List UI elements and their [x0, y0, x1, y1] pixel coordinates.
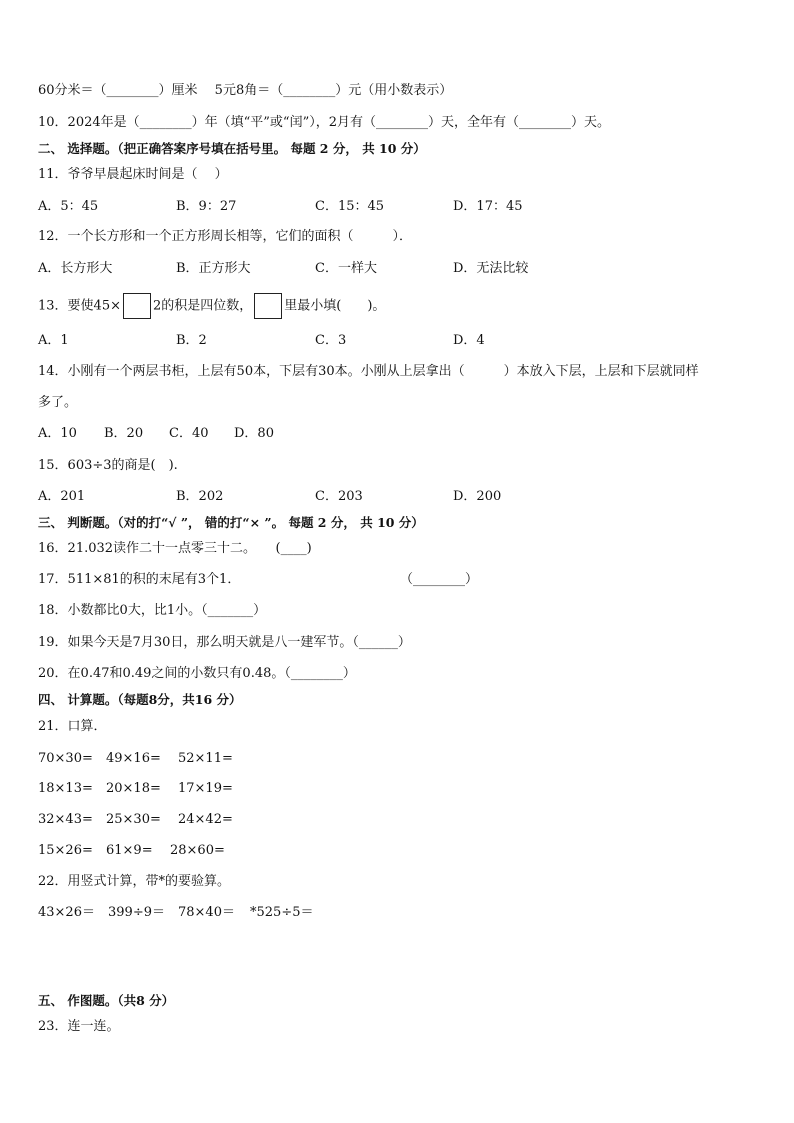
q14-option-b: B．20 [104, 426, 144, 441]
section-3-heading: 三、 判断题。（对的打“√ ”， 错的打“× ”。 每题 2 分， 共 10 分） [38, 515, 424, 530]
q13-option-a: A．1 [38, 333, 69, 348]
q11-option-c: C．15：45 [315, 199, 385, 214]
q17-answer-blank: （________） [400, 572, 479, 587]
oral-item: 17×19= [178, 781, 233, 796]
q13-stem-part-3: 里最小填( )。 [284, 298, 386, 314]
q12-stem: 12．一个长方形和一个正方形周长相等，它们的面积（ ）． [38, 229, 413, 244]
q14-option-d: D．80 [234, 426, 274, 441]
section-4-heading: 四、 计算题。（每题8分，共16 分） [38, 692, 242, 707]
oral-item: 24×42= [178, 812, 233, 827]
q11-option-d: D．17：45 [453, 199, 523, 214]
oral-item: 61×9= [106, 843, 153, 858]
q11-option-b: B．9：27 [176, 199, 237, 214]
oral-item: 70×30= [38, 751, 93, 766]
q11-stem: 11．爷爷早晨起床时间是（ ） [38, 167, 228, 182]
q14-option-c: C．40 [169, 426, 209, 441]
q12-option-a: A．长方形大 [38, 261, 113, 276]
oral-item: 18×13= [38, 781, 93, 796]
q22-stem: 22．用竖式计算，带*的要验算。 [38, 874, 231, 889]
q12-option-b: B．正方形大 [176, 261, 251, 276]
q12-option-d: D．无法比较 [453, 261, 529, 276]
oral-item: 49×16= [106, 751, 161, 766]
q14-option-a: A．10 [38, 426, 77, 441]
oral-item: 28×60= [170, 843, 225, 858]
oral-item: 25×30= [106, 812, 161, 827]
q15-stem: 15．603÷3的商是( ). [38, 458, 178, 473]
q17-line: 17．511×81的积的末尾有3个1． [38, 572, 241, 587]
q23-stem: 23．连一连。 [38, 1019, 120, 1034]
q18-line: 18．小数都比0大，比1小。（_______） [38, 603, 267, 618]
q12-option-c: C．一样大 [315, 261, 377, 276]
vertical-calc-item: 399÷9＝ [108, 905, 165, 920]
q16-line: 16．21.032读作二十一点零三十二。 (____) [38, 541, 312, 556]
q13-blank-box-2 [254, 293, 282, 319]
vertical-calc-item: 78×40＝ [178, 905, 235, 920]
q14-stem-line-2: 多了。 [38, 395, 78, 410]
q13-option-b: B．2 [176, 333, 207, 348]
q13-option-d: D．4 [453, 333, 485, 348]
vertical-calc-item: *525÷5＝ [250, 905, 314, 920]
q9-line: 60分米＝（________）厘米 5元8角＝（________）元（用小数表示） [38, 83, 453, 98]
oral-item: 32×43= [38, 812, 93, 827]
q10-line: 10．2024年是（________）年（填“平”或“闰”），2月有（________）天，全年有（________）天。 [38, 115, 610, 130]
q21-stem: 21．口算． [38, 719, 107, 734]
q13-stem [38, 293, 385, 319]
section-5-heading: 五、 作图题。（共8 分） [38, 993, 175, 1008]
section-2-heading: 二、 选择题。（把正确答案序号填在括号里。 每题 2 分， 共 10 分） [38, 141, 426, 156]
q14-stem-line-1: 14．小刚有一个两层书柜，上层有50本，下层有30本。小刚从上层拿出（ ）本放入下层，上层和下层就同样 [38, 364, 699, 379]
q15-option-d: D．200 [453, 489, 502, 504]
q13-blank-box-1 [123, 293, 151, 319]
q15-option-a: A．201 [38, 489, 86, 504]
oral-item: 20×18= [106, 781, 161, 796]
oral-item: 52×11= [178, 751, 233, 766]
q20-line: 20．在0.47和0.49之间的小数只有0.48。（________） [38, 666, 356, 681]
q15-option-b: B．202 [176, 489, 224, 504]
q13-stem-part-1: 13．要使45× [38, 298, 121, 314]
q15-option-c: C．203 [315, 489, 363, 504]
oral-item: 15×26= [38, 843, 93, 858]
q13-option-c: C．3 [315, 333, 347, 348]
q19-line: 19．如果今天是7月30日，那么明天就是八一建军节。（______） [38, 635, 411, 650]
q13-stem-part-2: 2的积是四位数， [152, 298, 253, 314]
q11-option-a: A．5：45 [38, 199, 99, 214]
vertical-calc-item: 43×26＝ [38, 905, 95, 920]
